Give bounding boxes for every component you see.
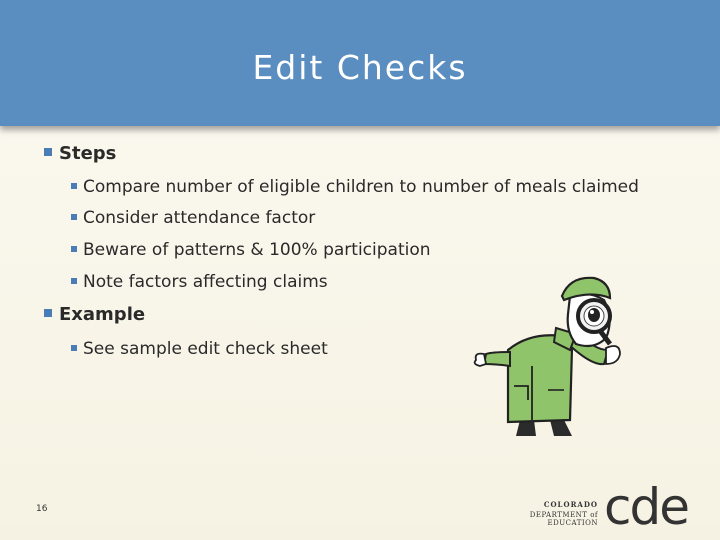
logo-line1: COLORADO [543,500,598,509]
bullet-compare [71,177,639,197]
bullet-example [44,304,145,325]
bullet-steps-text: Steps [59,143,117,164]
detective-magnifying-glass-icon [470,270,650,440]
bullet-sample [71,339,328,359]
page-number: 16 [36,504,48,514]
bullet-square-icon [71,246,77,252]
bullet-patterns-text: Beware of patterns & 100% participation [83,240,431,260]
cde-logo-text [486,500,598,527]
bullet-factors-text: Note factors affecting claims [83,272,328,292]
bullet-attendance-text: Consider attendance factor [83,208,316,228]
cde-logo-mark: cde [604,478,688,536]
bullet-factors [71,272,328,292]
bullet-attendance [71,208,315,228]
slide-header [0,0,720,126]
bullet-steps [44,143,116,164]
bullet-compare-text: Compare number of eligible children to number of meals claimed [83,177,639,197]
slide-title: Edit Checks [252,48,468,87]
bullet-square-icon [71,214,77,220]
bullet-square-icon [44,309,52,317]
bullet-square-icon [71,278,77,284]
bullet-example-text: Example [59,304,146,325]
bullet-square-icon [71,345,77,351]
bullet-patterns [71,240,431,260]
bullet-sample-text: See sample edit check sheet [83,339,328,359]
bullet-square-icon [44,148,52,156]
logo-line2: DEPARTMENT of EDUCATION [529,511,598,527]
bullet-square-icon [71,183,77,189]
